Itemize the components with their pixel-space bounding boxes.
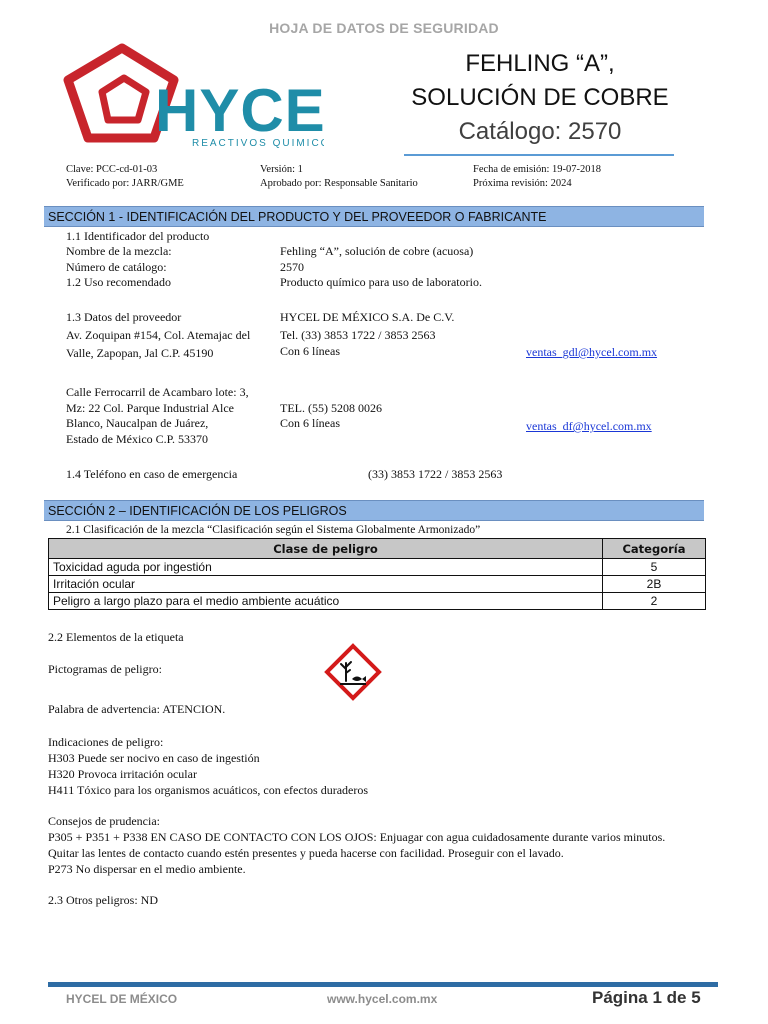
meta-clave: Clave: PCC-cd-01-03 [66,164,158,175]
address2-line3: Blanco, Naucalpan de Juárez, [66,416,209,430]
hazard-statements-heading: Indicaciones de peligro: [48,735,164,749]
hazard-class-cell: Peligro a largo plazo para el medio ambiente acuático [49,593,603,610]
address2-line2: Mz: 22 Col. Parque Industrial Alce [66,401,234,415]
address2-line1: Calle Ferrocarril de Acambaro lote: 3, [66,385,249,399]
mixture-name-label: Nombre de la mezcla: [66,244,172,258]
category-cell: 2B [603,576,706,593]
precautionary-heading: Consejos de prudencia: [48,814,160,828]
recommended-use-value: Producto químico para uso de laboratorio. [280,275,482,289]
mixture-name-value: Fehling “A”, solución de cobre (acuosa) [280,244,474,258]
hazard-h320: H320 Provoca irritación ocular [48,767,197,781]
meta-emision: Fecha de emisión: 19-07-2018 [473,164,602,175]
product-title-line2: SOLUCIÓN DE COBRE [411,84,669,111]
hazard-class-cell: Toxicidad aguda por ingestión [49,559,603,576]
emergency-phone-value: (33) 3853 1722 / 3853 2563 [368,467,503,481]
precautionary-p305-cont: Quitar las lentes de contacto cuando estén presentes y pueda hacerse con facilidad. Proseguir con el lavado. [48,846,564,860]
column-header-hazard-class: Clase de peligro [49,539,603,559]
pictograms-label: Pictogramas de peligro: [48,662,162,676]
address1-line1: Av. Zoquipan #154, Col. Atemajac del [66,328,251,342]
hazard-h303: H303 Puede ser nocivo en caso de ingestión [48,751,260,765]
meta-verificado: Verificado por: JARR/GME [66,178,184,189]
hycel-logo [62,40,324,148]
emergency-phone-label: 1.4 Teléfono en caso de emergencia [66,467,238,481]
catalog-number-value: 2570 [280,260,304,274]
catalog-number-label: Número de catálogo: [66,260,167,274]
svg-text:REACTIVOS QUIMICOS: REACTIVOS QUIMIC [192,138,321,148]
footer-website[interactable]: www.hycel.com.mx [327,992,438,1006]
svg-text:HYCEL: HYCE [155,77,324,144]
category-cell: 5 [603,559,706,576]
supplier-name: HYCEL DE MÉXICO S.A. De C.V. [280,310,455,324]
hazard-h411: H411 Tóxico para los organismos acuáticos, con efectos duraderos [48,783,369,797]
phone1-lines: Con 6 líneas [280,344,340,358]
address1-line2: Valle, Zapopan, Jal C.P. 45190 [66,346,214,360]
catalog-title: Catálogo: 2570 [458,118,622,145]
hazard-class-table [48,538,706,610]
page-number: Página 1 de 5 [592,988,701,1007]
classification-line: 2.1 Clasificación de la mezcla “Clasificación según el Sistema Globalmente Armonizado” [66,524,481,536]
meta-aprobado: Aprobado por: Responsable Sanitario [260,178,418,189]
title-underline [404,154,674,156]
supplier-heading: 1.3 Datos del proveedor [66,310,182,324]
phone2-lines: Con 6 líneas [280,416,340,430]
precautionary-p305: P305 + P351 + P338 EN CASO DE CONTACTO CON LOS OJOS: Enjuagar con agua cuidadosamente durante varios minutos. [48,830,666,844]
column-header-category: Categoría [603,539,706,559]
table-row [49,576,706,593]
section1-header: SECCIÓN 1 - IDENTIFICACIÓN DEL PRODUCTO Y DEL PROVEEDOR O FABRICANTE [44,206,704,227]
address2-line4: Estado de México C.P. 53370 [66,432,208,446]
environment-hazard-icon [324,643,382,701]
product-identifier-heading: 1.1 Identificador del producto [66,229,210,243]
label-elements-heading: 2.2 Elementos de la etiqueta [48,630,184,644]
phone2: TEL. (55) 5208 0026 [280,401,382,415]
product-title-line1: FEHLING “A”, [465,50,615,77]
signal-word: Palabra de advertencia: ATENCION. [48,702,226,716]
meta-version: Versión: 1 [260,164,303,175]
email-link-gdl[interactable]: ventas_gdl@hycel.com.mx [526,345,658,359]
precautionary-p273: P273 No dispersar en el medio ambiente. [48,862,246,876]
other-hazards: 2.3 Otros peligros: ND [48,893,158,907]
meta-revision: Próxima revisión: 2024 [473,178,572,189]
category-cell: 2 [603,593,706,610]
table-row [49,559,706,576]
phone1: Tel. (33) 3853 1722 / 3853 2563 [280,328,436,342]
section2-header: SECCIÓN 2 – IDENTIFICACIÓN DE LOS PELIGROS [44,500,704,521]
recommended-use-label: 1.2 Uso recomendado [66,275,171,289]
document-type-header: HOJA DE DATOS DE SEGURIDAD [269,20,499,36]
footer-company: HYCEL DE MÉXICO [66,992,178,1006]
hazard-class-cell: Irritación ocular [49,576,603,593]
svg-text:SM: SM [83,130,89,135]
email-link-df[interactable]: ventas_df@hycel.com.mx [526,419,652,433]
table-row [49,593,706,610]
footer-rule [48,982,718,987]
table-header-row [49,539,706,559]
